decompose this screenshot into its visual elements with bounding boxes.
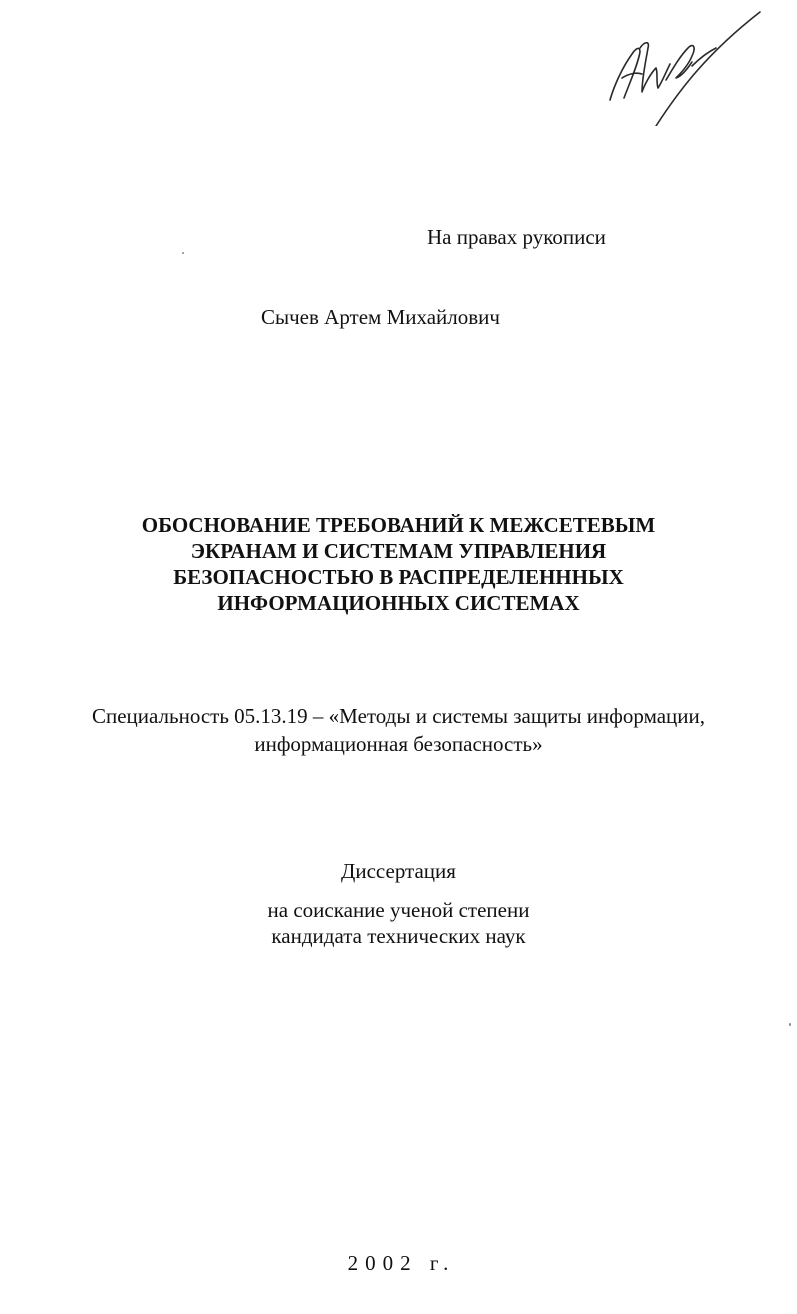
title-line: ОБОСНОВАНИЕ ТРЕБОВАНИЙ К МЕЖСЕТЕВЫМ bbox=[141, 513, 656, 537]
title-line: ИНФОРМАЦИОННЫХ СИСТЕМАХ bbox=[217, 591, 580, 615]
specialty bbox=[0, 702, 797, 758]
year: 2002 г. bbox=[347, 1251, 456, 1275]
degree bbox=[0, 897, 797, 949]
degree-line: на соискание ученой степени bbox=[267, 898, 530, 922]
dissertation-title bbox=[0, 512, 797, 616]
work-type: Диссертация bbox=[341, 859, 456, 883]
title-line: БЕЗОПАСНОСТЬЮ В РАСПРЕДЕЛЕНННЫХ bbox=[173, 565, 624, 589]
specialty-line: Специальность 05.13.19 – «Методы и системы защиты информации, bbox=[91, 704, 706, 728]
title-line: ЭКРАНАМ И СИСТЕМАМ УПРАВЛЕНИЯ bbox=[190, 539, 607, 563]
rights-note: На правах рукописи bbox=[427, 225, 606, 249]
scan-speck bbox=[182, 252, 184, 254]
degree-line: кандидата технических наук bbox=[271, 924, 526, 948]
specialty-line: информационная безопасность» bbox=[254, 732, 543, 756]
author-name: Сычев Артем Михайлович bbox=[261, 305, 500, 329]
handwritten-signature-icon bbox=[596, 8, 766, 126]
scan-speck bbox=[789, 1023, 791, 1026]
